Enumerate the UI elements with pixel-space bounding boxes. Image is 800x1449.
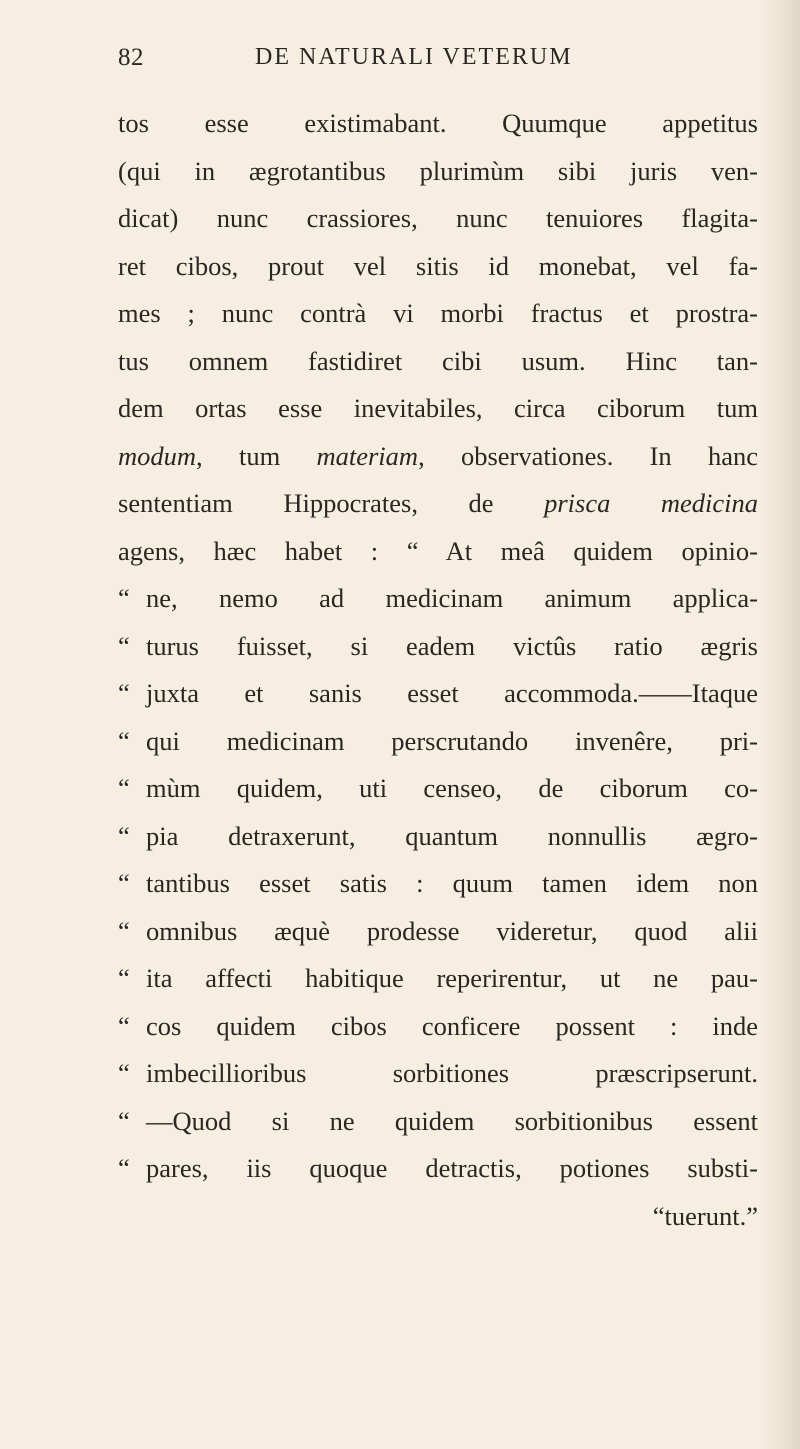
- text-line: [118, 243, 758, 291]
- text-line: [118, 860, 758, 908]
- line-text: dicat) nunc crassiores, nunc tenuiores flagita-: [118, 203, 758, 233]
- text-line: [118, 670, 758, 718]
- page-number: 82: [118, 44, 144, 71]
- line-text: tuerunt.”: [664, 1200, 758, 1231]
- text-line: [118, 1193, 758, 1241]
- line-text: , observationes. In hanc: [418, 440, 759, 471]
- quote-mark: “: [118, 963, 130, 993]
- quote-mark: “: [118, 820, 130, 851]
- italic-text: materiam: [316, 440, 419, 471]
- text-line: [118, 338, 758, 386]
- line-text: cos quidem cibos conficere possent : inde: [146, 1010, 758, 1041]
- text-line: [118, 623, 758, 671]
- text-line: [118, 1050, 758, 1098]
- line-text: tus omnem fastidiret cibi usum. Hinc tan-: [118, 345, 758, 376]
- line-text: mes ; nunc contrà vi morbi fractus et prostra-: [118, 298, 758, 328]
- line-text: dem ortas esse inevitabiles, circa ciborum tum: [118, 393, 758, 423]
- quote-mark: “: [118, 1010, 130, 1041]
- line-text: imbecillioribus sorbitiones præscripserunt.: [146, 1058, 758, 1088]
- text-line: [118, 908, 758, 956]
- line-text: tantibus esset satis : quum tamen idem non: [146, 868, 758, 898]
- line-text: —Quod si ne quidem sorbitionibus essent: [146, 1105, 758, 1136]
- text-line: [118, 765, 758, 813]
- text-line: [118, 148, 758, 196]
- page-header: [118, 44, 578, 84]
- quote-mark: “: [652, 1200, 665, 1231]
- line-text: mùm quidem, uti censeo, de ciborum co-: [146, 773, 758, 803]
- line-text: pia detraxerunt, quantum nonnullis ægro-: [146, 820, 758, 851]
- quote-mark: “: [118, 725, 130, 756]
- line-text: pares, iis quoque detractis, potiones substi-: [146, 1153, 758, 1183]
- text-line: [118, 528, 758, 576]
- line-text: , tum: [196, 440, 317, 471]
- line-text: omnibus æquè prodesse videretur, quod alii: [146, 915, 758, 946]
- quote-mark: “: [118, 678, 130, 708]
- line-text: tos esse existimabant. Quumque appetitus: [118, 108, 758, 138]
- text-line: [118, 718, 758, 766]
- italic-text: prisca medicina: [544, 488, 758, 518]
- quote-mark: “: [118, 1153, 130, 1183]
- quote-mark: “: [118, 773, 130, 803]
- text-line: [118, 575, 758, 623]
- text-line: [118, 955, 758, 1003]
- line-text: ita affecti habitique reperirentur, ut ne pau-: [146, 963, 758, 993]
- text-line: [118, 813, 758, 861]
- line-text: ret cibos, prout vel sitis id monebat, vel fa-: [118, 250, 758, 281]
- quote-mark: “: [118, 868, 130, 898]
- text-line: [118, 195, 758, 243]
- text-line: [118, 1098, 758, 1146]
- line-text: turus fuisset, si eadem victûs ratio ægris: [146, 630, 758, 661]
- text-line: [118, 433, 758, 481]
- line-text: (qui in ægrotantibus plurimùm sibi juris ven-: [118, 155, 758, 186]
- text-line: [118, 1145, 758, 1193]
- text-line: [118, 1003, 758, 1051]
- line-text: juxta et sanis esset accommoda.——Itaque: [146, 678, 758, 708]
- body-text: [118, 100, 758, 1240]
- italic-text: modum: [118, 440, 197, 471]
- quote-mark: “: [118, 1058, 130, 1088]
- text-line: [118, 480, 758, 528]
- line-text: agens, hæc habet : “ At meâ quidem opinio-: [118, 535, 758, 566]
- text-line: [118, 100, 758, 148]
- quote-mark: “: [118, 1105, 130, 1136]
- quote-mark: “: [118, 583, 130, 613]
- running-head: DE NATURALI VETERUM: [255, 44, 573, 70]
- text-line: [118, 290, 758, 338]
- quote-mark: “: [118, 630, 130, 661]
- line-text: sententiam Hippocrates, de: [118, 488, 545, 518]
- line-text: qui medicinam perscrutando invenêre, pri-: [146, 725, 758, 756]
- quote-mark: “: [118, 915, 130, 946]
- line-text: ne, nemo ad medicinam animum applica-: [146, 583, 758, 613]
- text-line: [118, 385, 758, 433]
